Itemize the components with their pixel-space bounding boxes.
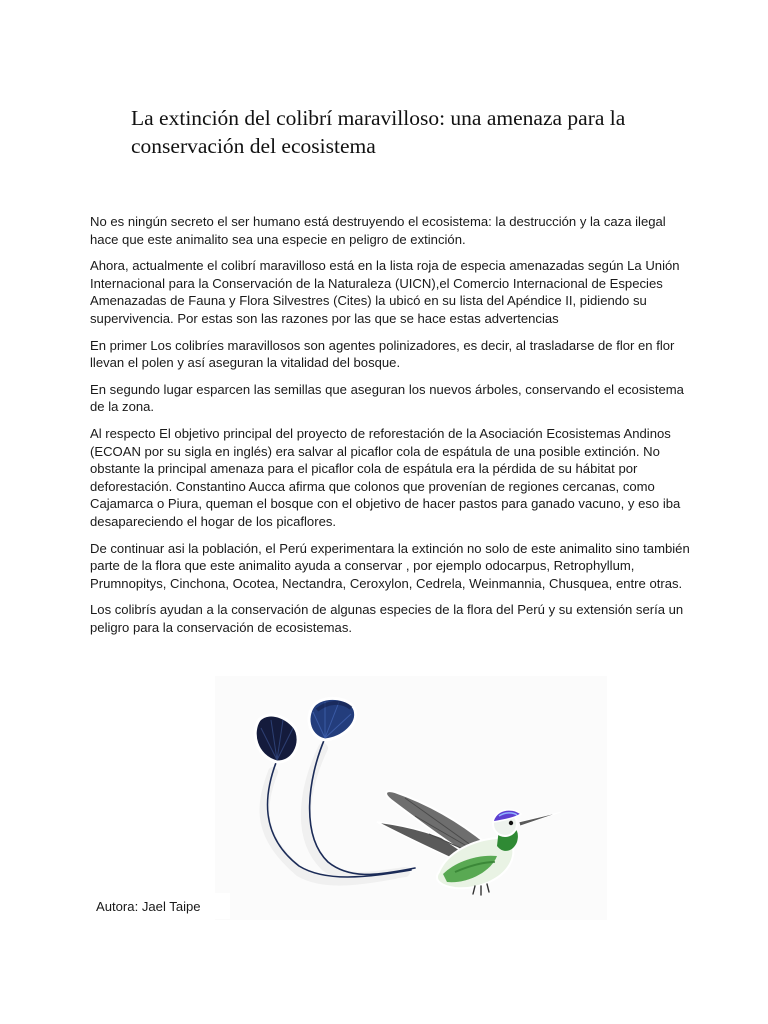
paragraph-6: De continuar asi la población, el Perú experimentara la extinción no solo de este animalito sino también parte de la flora que este animalito ayuda a conservar , por ejemplo odocarpus, Retrophyllum, Prumnopitys, Cinchona, Ocotea, Nectandra, Ceroxylon, Cedrela, Weinmannia, Chusquea, entre otras. <box>90 540 690 591</box>
paragraph-7: Los colibrís ayudan a la conservación de algunas especies de la flora del Perú y su extensión sería un peligro para la conservación de ecosistemas. <box>90 602 684 635</box>
paragraph-1: No es ningún secreto el ser humano está destruyendo el ecosistema: la destrucción y la caza ilegal hace que este animalito sea una especie en peligro de extinción. <box>90 214 666 247</box>
author-caption: Autora: Jael Taipe <box>96 899 201 914</box>
body-text <box>90 213 692 645</box>
hummingbird-illustration <box>215 676 607 920</box>
paragraph-4: En segundo lugar esparcen las semillas que aseguran los nuevos árboles, conservando el ecosistema de la zona. <box>90 381 684 415</box>
paragraph-2: Ahora, actualmente el colibrí maravilloso está en la lista roja de especia amenazadas según La Unión Internacional para la Conservación de la Naturaleza (UICN),el Comercio Internacional de Especies Amenazadas de Fauna y Flora Silvestres (Cites) la ubicó en su lista del Apéndice II, pidiendo su supervivencia. Por estas son las razones por las que se hace estas advertencias <box>90 258 680 326</box>
page-title: La extinción del colibrí maravilloso: una amenaza para la conservación del ecosistema <box>131 106 626 158</box>
paragraph-5: Al respecto El objetivo principal del proyecto de reforestación de la Asociación Ecosistemas Andinos (ECOAN por su sigla en inglés) era salvar al picaflor cola de espátula de una posible extinción. No obstante la principal amenaza para el picaflor cola de espátula era la pérdida de su hábitat por deforestación. Constantino Aucca afirma que colonos que provenían de regiones cercanas, como Cajamarca o Piura, queman el bosque con el objetivo de hacer pastos para ganado vacuno, y eso iba desapareciendo el hogar de los picaflores. <box>90 425 681 529</box>
paragraph-3: En primer Los colibríes maravillosos son agentes polinizadores, es decir, al trasladarse de flor en flor llevan el polen y así aseguran la vitalidad del bosque. <box>90 337 675 371</box>
author-caption-box <box>88 893 230 919</box>
hummingbird-icon <box>215 676 607 920</box>
